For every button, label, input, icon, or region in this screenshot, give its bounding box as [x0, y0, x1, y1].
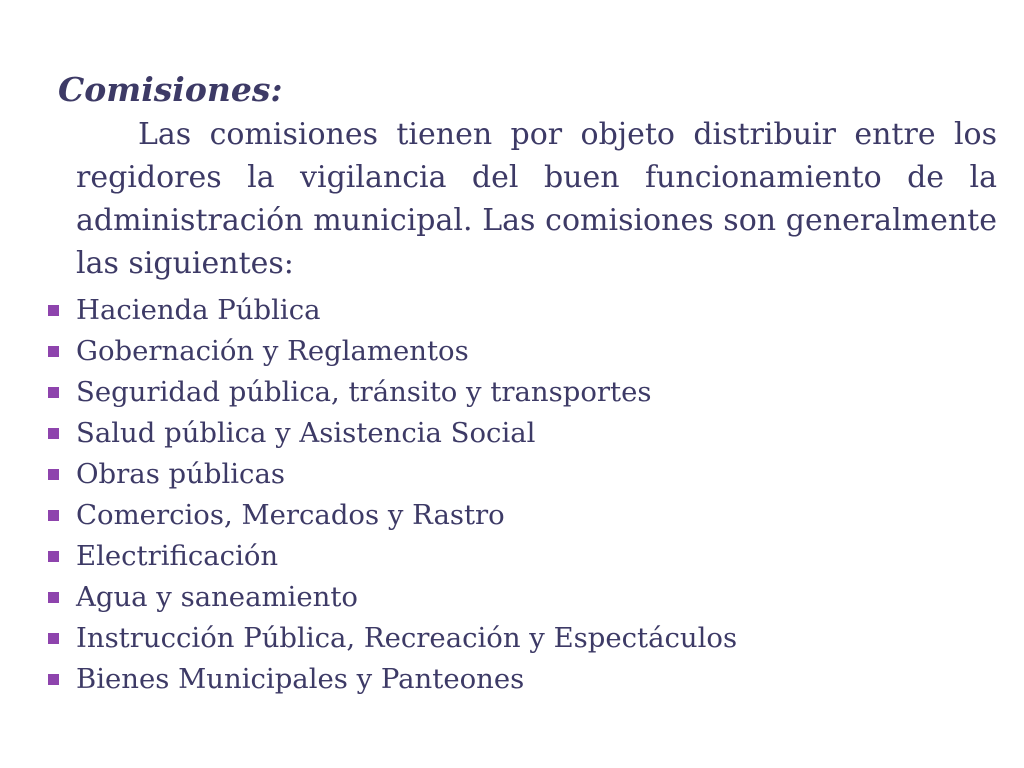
intro-paragraph: Las comisiones tienen por objeto distribuir entre los regidores la vigilancia del buen funcionamiento de la administración municipal. Las comisiones son generalmente las siguientes: [76, 117, 997, 281]
list-item-label: Salud pública y Asistencia Social [76, 417, 536, 449]
square-bullet-icon [48, 592, 59, 603]
list-item-label: Seguridad pública, tránsito y transportes [76, 376, 652, 408]
square-bullet-icon [48, 428, 59, 439]
list-item-label: Hacienda Pública [76, 294, 321, 326]
square-bullet-icon [48, 469, 59, 480]
square-bullet-icon [48, 633, 59, 644]
list-item-label: Obras públicas [76, 458, 285, 490]
square-bullet-icon [48, 510, 59, 521]
list-item-label: Agua y saneamiento [76, 581, 358, 613]
square-bullet-icon [48, 346, 59, 357]
square-bullet-icon [48, 305, 59, 316]
slide-title: Comisiones: [58, 70, 283, 109]
list-item-label: Instrucción Pública, Recreación y Espectáculos [76, 622, 738, 654]
square-bullet-icon [48, 551, 59, 562]
list-item-label: Comercios, Mercados y Rastro [76, 499, 505, 531]
square-bullet-icon [48, 387, 59, 398]
list-item-label: Gobernación y Reglamentos [76, 335, 469, 367]
square-bullet-icon [48, 674, 59, 685]
list-item-label: Bienes Municipales y Panteones [76, 663, 525, 695]
list-item-label: Electrificación [76, 540, 279, 572]
